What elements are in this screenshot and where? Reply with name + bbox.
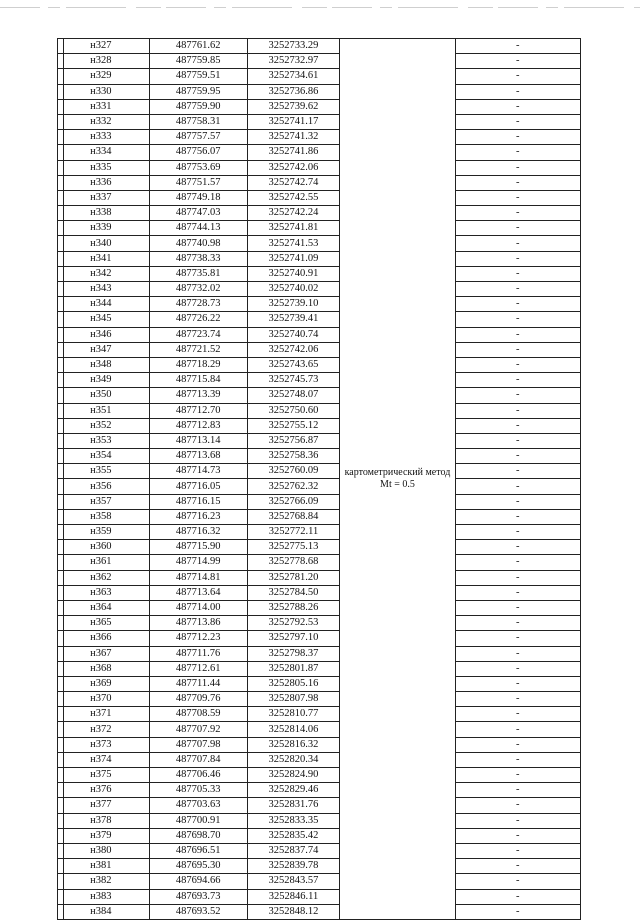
y-coordinate-cell: 3252846.11 <box>247 889 340 904</box>
y-coordinate-cell: 3252741.86 <box>247 145 340 160</box>
point-name-cell: н327 <box>64 39 150 54</box>
x-coordinate-cell: 487728.73 <box>149 297 247 312</box>
table-row <box>58 282 581 297</box>
x-coordinate-cell: 487709.76 <box>149 692 247 707</box>
y-coordinate-cell: 3252740.02 <box>247 282 340 297</box>
dash-cell: - <box>455 357 580 372</box>
dash-cell: - <box>455 889 580 904</box>
y-coordinate-cell: 3252810.77 <box>247 707 340 722</box>
dash-cell: - <box>455 69 580 84</box>
y-coordinate-cell: 3252758.36 <box>247 449 340 464</box>
x-coordinate-cell: 487759.90 <box>149 99 247 114</box>
dash-cell: - <box>455 312 580 327</box>
point-name-cell: н374 <box>64 752 150 767</box>
scan-artifact-line <box>0 6 640 9</box>
point-name-cell: н364 <box>64 600 150 615</box>
point-name-cell: н383 <box>64 889 150 904</box>
dash-cell: - <box>455 616 580 631</box>
dash-cell: - <box>455 540 580 555</box>
dash-cell: - <box>455 84 580 99</box>
dash-cell: - <box>455 874 580 889</box>
dash-cell: - <box>455 266 580 281</box>
dash-cell: - <box>455 251 580 266</box>
x-coordinate-cell: 487738.33 <box>149 251 247 266</box>
y-coordinate-cell: 3252739.41 <box>247 312 340 327</box>
point-name-cell: н371 <box>64 707 150 722</box>
x-coordinate-cell: 487721.52 <box>149 342 247 357</box>
table-row <box>58 403 581 418</box>
y-coordinate-cell: 3252781.20 <box>247 570 340 585</box>
y-coordinate-cell: 3252745.73 <box>247 373 340 388</box>
dash-cell: - <box>455 585 580 600</box>
point-name-cell: н378 <box>64 813 150 828</box>
x-coordinate-cell: 487708.59 <box>149 707 247 722</box>
x-coordinate-cell: 487705.33 <box>149 783 247 798</box>
x-coordinate-cell: 487714.81 <box>149 570 247 585</box>
y-coordinate-cell: 3252741.09 <box>247 251 340 266</box>
dash-cell: - <box>455 449 580 464</box>
table-row <box>58 221 581 236</box>
table-row <box>58 813 581 828</box>
point-name-cell: н350 <box>64 388 150 403</box>
x-coordinate-cell: 487694.66 <box>149 874 247 889</box>
point-name-cell: н334 <box>64 145 150 160</box>
table-row <box>58 114 581 129</box>
point-name-cell: н377 <box>64 798 150 813</box>
point-name-cell: н333 <box>64 130 150 145</box>
y-coordinate-cell: 3252843.57 <box>247 874 340 889</box>
x-coordinate-cell: 487723.74 <box>149 327 247 342</box>
point-name-cell: н340 <box>64 236 150 251</box>
dash-cell: - <box>455 798 580 813</box>
x-coordinate-cell: 487706.46 <box>149 768 247 783</box>
table-row <box>58 752 581 767</box>
table-row <box>58 570 581 585</box>
y-coordinate-cell: 3252816.32 <box>247 737 340 752</box>
dash-cell: - <box>455 525 580 540</box>
dash-cell: - <box>455 768 580 783</box>
point-name-cell: н356 <box>64 479 150 494</box>
x-coordinate-cell: 487714.73 <box>149 464 247 479</box>
table-row <box>58 190 581 205</box>
y-coordinate-cell: 3252742.06 <box>247 342 340 357</box>
y-coordinate-cell: 3252833.35 <box>247 813 340 828</box>
x-coordinate-cell: 487715.84 <box>149 373 247 388</box>
x-coordinate-cell: 487761.62 <box>149 39 247 54</box>
table-row <box>58 69 581 84</box>
table-row <box>58 494 581 509</box>
table-row <box>58 433 581 448</box>
point-name-cell: н339 <box>64 221 150 236</box>
table-row <box>58 555 581 570</box>
point-name-cell: н357 <box>64 494 150 509</box>
y-coordinate-cell: 3252741.81 <box>247 221 340 236</box>
point-name-cell: н354 <box>64 449 150 464</box>
dash-cell: - <box>455 54 580 69</box>
dash-cell: - <box>455 737 580 752</box>
y-coordinate-cell: 3252839.78 <box>247 859 340 874</box>
dash-cell: - <box>455 236 580 251</box>
x-coordinate-cell: 487707.84 <box>149 752 247 767</box>
dash-cell: - <box>455 297 580 312</box>
point-name-cell: н348 <box>64 357 150 372</box>
dash-cell: - <box>455 145 580 160</box>
y-coordinate-cell: 3252750.60 <box>247 403 340 418</box>
table-row <box>58 479 581 494</box>
point-name-cell: н351 <box>64 403 150 418</box>
y-coordinate-cell: 3252736.86 <box>247 84 340 99</box>
x-coordinate-cell: 487713.39 <box>149 388 247 403</box>
point-name-cell: н379 <box>64 828 150 843</box>
y-coordinate-cell: 3252739.10 <box>247 297 340 312</box>
dash-cell: - <box>455 828 580 843</box>
y-coordinate-cell: 3252766.09 <box>247 494 340 509</box>
x-coordinate-cell: 487713.68 <box>149 449 247 464</box>
y-coordinate-cell: 3252797.10 <box>247 631 340 646</box>
dash-cell: - <box>455 190 580 205</box>
point-name-cell: н380 <box>64 843 150 858</box>
dash-cell: - <box>455 707 580 722</box>
table-row <box>58 464 581 479</box>
x-coordinate-cell: 487713.86 <box>149 616 247 631</box>
x-coordinate-cell: 487712.61 <box>149 661 247 676</box>
y-coordinate-cell: 3252740.91 <box>247 266 340 281</box>
x-coordinate-cell: 487718.29 <box>149 357 247 372</box>
dash-cell: - <box>455 418 580 433</box>
x-coordinate-cell: 487712.70 <box>149 403 247 418</box>
x-coordinate-cell: 487759.95 <box>149 84 247 99</box>
y-coordinate-cell: 3252807.98 <box>247 692 340 707</box>
table-row <box>58 525 581 540</box>
x-coordinate-cell: 487713.14 <box>149 433 247 448</box>
table-row <box>58 236 581 251</box>
table-row <box>58 327 581 342</box>
table-row <box>58 145 581 160</box>
table-row <box>58 297 581 312</box>
x-coordinate-cell: 487695.30 <box>149 859 247 874</box>
dash-cell: - <box>455 160 580 175</box>
y-coordinate-cell: 3252742.55 <box>247 190 340 205</box>
table-row <box>58 904 581 919</box>
x-coordinate-cell: 487712.83 <box>149 418 247 433</box>
dash-cell: - <box>455 904 580 919</box>
point-name-cell: н347 <box>64 342 150 357</box>
dash-cell: - <box>455 843 580 858</box>
table-row <box>58 160 581 175</box>
x-coordinate-cell: 487693.52 <box>149 904 247 919</box>
dash-cell: - <box>455 859 580 874</box>
dash-cell: - <box>455 99 580 114</box>
point-name-cell: н384 <box>64 904 150 919</box>
table-row <box>58 54 581 69</box>
dash-cell: - <box>455 206 580 221</box>
x-coordinate-cell: 487735.81 <box>149 266 247 281</box>
table-row <box>58 312 581 327</box>
table-row <box>58 585 581 600</box>
y-coordinate-cell: 3252732.97 <box>247 54 340 69</box>
table-row <box>58 206 581 221</box>
table-row <box>58 889 581 904</box>
y-coordinate-cell: 3252742.24 <box>247 206 340 221</box>
table-row <box>58 616 581 631</box>
y-coordinate-cell: 3252824.90 <box>247 768 340 783</box>
table-row <box>58 722 581 737</box>
y-coordinate-cell: 3252741.53 <box>247 236 340 251</box>
point-name-cell: н370 <box>64 692 150 707</box>
x-coordinate-cell: 487747.03 <box>149 206 247 221</box>
method-note-cell: картометрический метод Mt = 0.5 <box>340 39 455 920</box>
point-name-cell: н382 <box>64 874 150 889</box>
y-coordinate-cell: 3252756.87 <box>247 433 340 448</box>
table-row <box>58 692 581 707</box>
point-name-cell: н367 <box>64 646 150 661</box>
point-name-cell: н369 <box>64 676 150 691</box>
y-coordinate-cell: 3252831.76 <box>247 798 340 813</box>
x-coordinate-cell: 487716.05 <box>149 479 247 494</box>
y-coordinate-cell: 3252741.32 <box>247 130 340 145</box>
dash-cell: - <box>455 464 580 479</box>
dash-cell: - <box>455 722 580 737</box>
y-coordinate-cell: 3252805.16 <box>247 676 340 691</box>
x-coordinate-cell: 487716.15 <box>149 494 247 509</box>
y-coordinate-cell: 3252772.11 <box>247 525 340 540</box>
table-row <box>58 99 581 114</box>
table-row <box>58 388 581 403</box>
dash-cell: - <box>455 570 580 585</box>
point-name-cell: н360 <box>64 540 150 555</box>
point-name-cell: н330 <box>64 84 150 99</box>
y-coordinate-cell: 3252829.46 <box>247 783 340 798</box>
point-name-cell: н359 <box>64 525 150 540</box>
table-row <box>58 130 581 145</box>
table-row <box>58 175 581 190</box>
point-name-cell: н361 <box>64 555 150 570</box>
point-name-cell: н328 <box>64 54 150 69</box>
point-name-cell: н342 <box>64 266 150 281</box>
point-name-cell: н341 <box>64 251 150 266</box>
x-coordinate-cell: 487756.07 <box>149 145 247 160</box>
y-coordinate-cell: 3252788.26 <box>247 600 340 615</box>
dash-cell: - <box>455 130 580 145</box>
point-name-cell: н375 <box>64 768 150 783</box>
point-name-cell: н332 <box>64 114 150 129</box>
y-coordinate-cell: 3252784.50 <box>247 585 340 600</box>
table-row <box>58 342 581 357</box>
point-name-cell: н355 <box>64 464 150 479</box>
y-coordinate-cell: 3252798.37 <box>247 646 340 661</box>
x-coordinate-cell: 487751.57 <box>149 175 247 190</box>
table-row <box>58 768 581 783</box>
x-coordinate-cell: 487726.22 <box>149 312 247 327</box>
table-row <box>58 509 581 524</box>
table-row <box>58 874 581 889</box>
dash-cell: - <box>455 373 580 388</box>
dash-cell: - <box>455 479 580 494</box>
y-coordinate-cell: 3252733.29 <box>247 39 340 54</box>
dash-cell: - <box>455 342 580 357</box>
point-name-cell: н349 <box>64 373 150 388</box>
dash-cell: - <box>455 282 580 297</box>
x-coordinate-cell: 487732.02 <box>149 282 247 297</box>
x-coordinate-cell: 487707.98 <box>149 737 247 752</box>
table-row <box>58 661 581 676</box>
x-coordinate-cell: 487698.70 <box>149 828 247 843</box>
x-coordinate-cell: 487715.90 <box>149 540 247 555</box>
point-name-cell: н368 <box>64 661 150 676</box>
point-name-cell: н336 <box>64 175 150 190</box>
dash-cell: - <box>455 388 580 403</box>
point-name-cell: н358 <box>64 509 150 524</box>
dash-cell: - <box>455 494 580 509</box>
y-coordinate-cell: 3252742.74 <box>247 175 340 190</box>
y-coordinate-cell: 3252742.06 <box>247 160 340 175</box>
table-row <box>58 540 581 555</box>
x-coordinate-cell: 487759.51 <box>149 69 247 84</box>
coordinates-table <box>57 38 581 920</box>
dash-cell: - <box>455 600 580 615</box>
dash-cell: - <box>455 692 580 707</box>
x-coordinate-cell: 487758.31 <box>149 114 247 129</box>
dash-cell: - <box>455 752 580 767</box>
point-name-cell: н381 <box>64 859 150 874</box>
y-coordinate-cell: 3252741.17 <box>247 114 340 129</box>
table-row <box>58 798 581 813</box>
table-row <box>58 828 581 843</box>
dash-cell: - <box>455 403 580 418</box>
y-coordinate-cell: 3252748.07 <box>247 388 340 403</box>
point-name-cell: н337 <box>64 190 150 205</box>
dash-cell: - <box>455 327 580 342</box>
point-name-cell: н363 <box>64 585 150 600</box>
x-coordinate-cell: 487714.00 <box>149 600 247 615</box>
table-row <box>58 357 581 372</box>
dash-cell: - <box>455 631 580 646</box>
y-coordinate-cell: 3252835.42 <box>247 828 340 843</box>
table-row <box>58 373 581 388</box>
x-coordinate-cell: 487707.92 <box>149 722 247 737</box>
table-row <box>58 418 581 433</box>
point-name-cell: н346 <box>64 327 150 342</box>
table-row <box>58 449 581 464</box>
x-coordinate-cell: 487703.63 <box>149 798 247 813</box>
dash-cell: - <box>455 39 580 54</box>
y-coordinate-cell: 3252755.12 <box>247 418 340 433</box>
coordinates-table-body <box>58 39 581 920</box>
y-coordinate-cell: 3252778.68 <box>247 555 340 570</box>
x-coordinate-cell: 487700.91 <box>149 813 247 828</box>
point-name-cell: н376 <box>64 783 150 798</box>
table-row <box>58 859 581 874</box>
dash-cell: - <box>455 676 580 691</box>
y-coordinate-cell: 3252775.13 <box>247 540 340 555</box>
table-row <box>58 600 581 615</box>
y-coordinate-cell: 3252740.74 <box>247 327 340 342</box>
dash-cell: - <box>455 813 580 828</box>
y-coordinate-cell: 3252837.74 <box>247 843 340 858</box>
point-name-cell: н362 <box>64 570 150 585</box>
point-name-cell: н335 <box>64 160 150 175</box>
x-coordinate-cell: 487759.85 <box>149 54 247 69</box>
table-row <box>58 676 581 691</box>
point-name-cell: н365 <box>64 616 150 631</box>
y-coordinate-cell: 3252801.87 <box>247 661 340 676</box>
point-name-cell: н343 <box>64 282 150 297</box>
point-name-cell: н338 <box>64 206 150 221</box>
point-name-cell: н331 <box>64 99 150 114</box>
y-coordinate-cell: 3252743.65 <box>247 357 340 372</box>
x-coordinate-cell: 487711.76 <box>149 646 247 661</box>
table-row <box>58 266 581 281</box>
dash-cell: - <box>455 221 580 236</box>
dash-cell: - <box>455 783 580 798</box>
x-coordinate-cell: 487740.98 <box>149 236 247 251</box>
table-row <box>58 737 581 752</box>
table-row <box>58 631 581 646</box>
point-name-cell: н352 <box>64 418 150 433</box>
x-coordinate-cell: 487693.73 <box>149 889 247 904</box>
point-name-cell: н345 <box>64 312 150 327</box>
y-coordinate-cell: 3252768.84 <box>247 509 340 524</box>
table-row <box>58 707 581 722</box>
dash-cell: - <box>455 646 580 661</box>
x-coordinate-cell: 487712.23 <box>149 631 247 646</box>
table-row <box>58 39 581 54</box>
x-coordinate-cell: 487716.32 <box>149 525 247 540</box>
x-coordinate-cell: 487711.44 <box>149 676 247 691</box>
point-name-cell: н373 <box>64 737 150 752</box>
x-coordinate-cell: 487714.99 <box>149 555 247 570</box>
y-coordinate-cell: 3252792.53 <box>247 616 340 631</box>
table-row <box>58 251 581 266</box>
table-row <box>58 646 581 661</box>
y-coordinate-cell: 3252848.12 <box>247 904 340 919</box>
x-coordinate-cell: 487753.69 <box>149 160 247 175</box>
x-coordinate-cell: 487716.23 <box>149 509 247 524</box>
x-coordinate-cell: 487749.18 <box>149 190 247 205</box>
dash-cell: - <box>455 661 580 676</box>
dash-cell: - <box>455 509 580 524</box>
x-coordinate-cell: 487757.57 <box>149 130 247 145</box>
x-coordinate-cell: 487744.13 <box>149 221 247 236</box>
point-name-cell: н366 <box>64 631 150 646</box>
point-name-cell: н372 <box>64 722 150 737</box>
y-coordinate-cell: 3252762.32 <box>247 479 340 494</box>
y-coordinate-cell: 3252734.61 <box>247 69 340 84</box>
x-coordinate-cell: 487713.64 <box>149 585 247 600</box>
y-coordinate-cell: 3252820.34 <box>247 752 340 767</box>
table-row <box>58 84 581 99</box>
dash-cell: - <box>455 114 580 129</box>
y-coordinate-cell: 3252814.06 <box>247 722 340 737</box>
x-coordinate-cell: 487696.51 <box>149 843 247 858</box>
dash-cell: - <box>455 175 580 190</box>
point-name-cell: н353 <box>64 433 150 448</box>
point-name-cell: н329 <box>64 69 150 84</box>
y-coordinate-cell: 3252739.62 <box>247 99 340 114</box>
point-name-cell: н344 <box>64 297 150 312</box>
table-row <box>58 843 581 858</box>
y-coordinate-cell: 3252760.09 <box>247 464 340 479</box>
dash-cell: - <box>455 555 580 570</box>
table-row <box>58 783 581 798</box>
dash-cell: - <box>455 433 580 448</box>
